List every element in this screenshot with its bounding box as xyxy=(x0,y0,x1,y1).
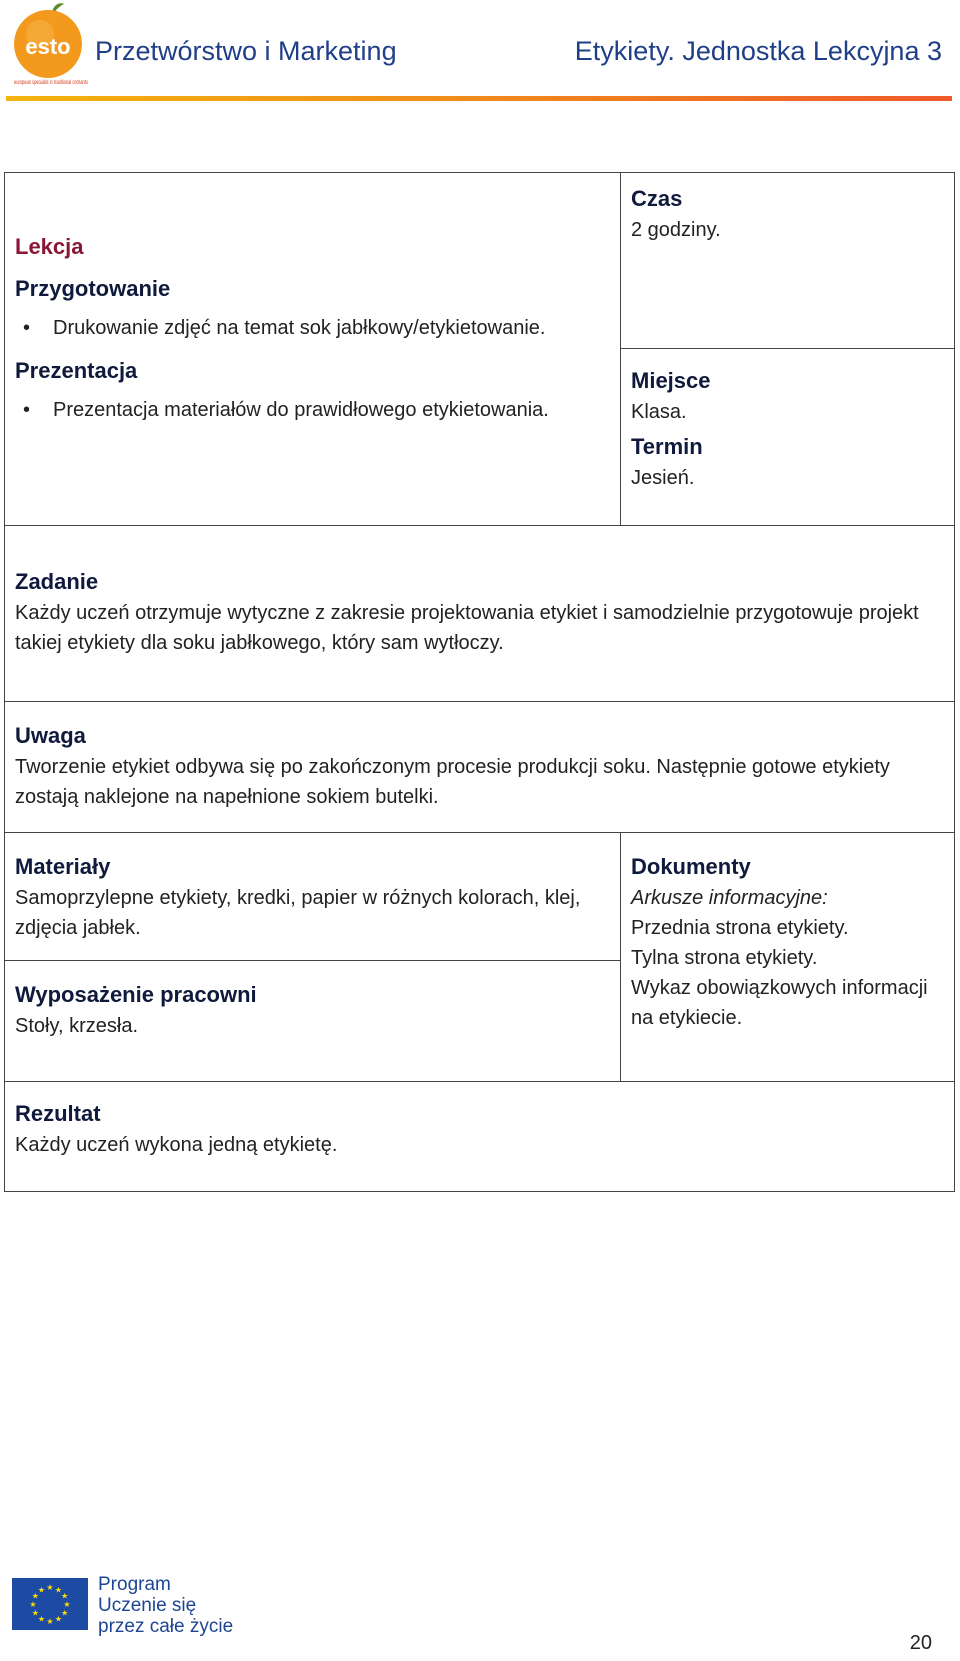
time-heading: Czas xyxy=(631,186,683,211)
materials-heading: Materiały xyxy=(15,854,111,879)
list-item: Tylna strona etykiety. xyxy=(631,947,818,969)
logo-tagline: european specialist in traditional orchards xyxy=(14,80,88,86)
eu-star-icon: ★ xyxy=(46,1617,54,1626)
program-line: Uczenie się xyxy=(98,1595,197,1616)
place-term-cell xyxy=(621,349,955,526)
materials-text: Samoprzylepne etykiety, kredki, papier w różnych kolorach, klej, zdjęcia jabłek. xyxy=(15,887,581,939)
materials-cell xyxy=(5,833,621,961)
lesson-cell xyxy=(5,173,621,526)
documents-cell xyxy=(621,833,955,1082)
result-text: Każdy uczeń wykona jedną etykietę. xyxy=(15,1134,338,1156)
term-value: Jesień. xyxy=(631,467,695,489)
task-heading: Zadanie xyxy=(15,569,99,594)
preparation-list xyxy=(15,313,610,343)
note-heading: Uwaga xyxy=(15,723,86,748)
eu-star-icon: ★ xyxy=(61,1608,69,1618)
program-name xyxy=(98,1574,233,1637)
documents-subheading: Arkusze informacyjne: xyxy=(631,887,828,909)
lesson-heading: Lekcja xyxy=(15,234,84,259)
task-text: Każdy uczeń otrzymuje wytyczne z zakresie projektowania etykiet i samodzielnie przygotowuje projekt takiej etykiety dla soku jabłkowego, który sam wytłoczy. xyxy=(15,602,919,654)
term-heading: Termin xyxy=(631,434,703,459)
eu-star-icon: ★ xyxy=(54,1614,63,1624)
eu-star-icon: ★ xyxy=(54,1585,63,1595)
eu-star-icon: ★ xyxy=(37,1585,46,1595)
preparation-heading: Przygotowanie xyxy=(15,276,171,301)
result-heading: Rezultat xyxy=(15,1101,101,1126)
esto-logo xyxy=(8,2,92,94)
note-text: Tworzenie etykiet odbywa się po zakończonym procesie produkcji soku. Następnie gotowe etykiety zostają naklejone na napełnione sokiem butelki. xyxy=(15,756,890,808)
lesson-table xyxy=(4,172,955,1192)
time-cell xyxy=(621,173,955,349)
documents-heading: Dokumenty xyxy=(631,854,751,879)
equipment-text: Stoły, krzesła. xyxy=(15,1015,138,1037)
program-line: Program xyxy=(98,1574,171,1595)
eu-star-icon: ★ xyxy=(61,1591,69,1601)
eu-star-icon: ★ xyxy=(63,1600,71,1609)
list-item: Wykaz obowiązkowych informacji na etykiecie. xyxy=(631,977,928,1029)
place-heading: Miejsce xyxy=(631,368,711,393)
presentation-list xyxy=(15,395,610,425)
eu-star-icon: ★ xyxy=(37,1614,46,1624)
list-item: Przednia strona etykiety. xyxy=(631,917,849,939)
page-number: 20 xyxy=(909,1632,932,1654)
list-item: • Prezentacja materiałów do prawidłowego etykietowania. xyxy=(15,395,610,425)
page-header xyxy=(0,0,960,110)
result-cell xyxy=(5,1082,955,1192)
eu-star-icon: ★ xyxy=(31,1608,39,1618)
presentation-heading: Prezentacja xyxy=(15,358,138,383)
task-cell xyxy=(5,526,955,702)
eu-flag-icon xyxy=(12,1578,88,1630)
logo-text: esto xyxy=(25,34,71,59)
header-right-title: Etykiety. Jednostka Lekcyjna 3 xyxy=(574,36,942,66)
program-line: przez całe życie xyxy=(98,1616,234,1637)
equipment-heading: Wyposażenie pracowni xyxy=(15,982,257,1007)
equipment-cell xyxy=(5,961,621,1082)
time-value: 2 godziny. xyxy=(631,219,721,241)
eu-star-icon: ★ xyxy=(29,1600,37,1609)
header-left-title: Przetwórstwo i Marketing xyxy=(95,36,397,66)
eu-star-icon: ★ xyxy=(46,1583,54,1592)
header-accent-bar xyxy=(6,96,952,101)
note-cell xyxy=(5,702,955,833)
list-item: • Drukowanie zdjęć na temat sok jabłkowy/etykietowanie. xyxy=(15,313,610,343)
eu-star-icon: ★ xyxy=(31,1591,39,1601)
place-value: Klasa. xyxy=(631,401,687,423)
